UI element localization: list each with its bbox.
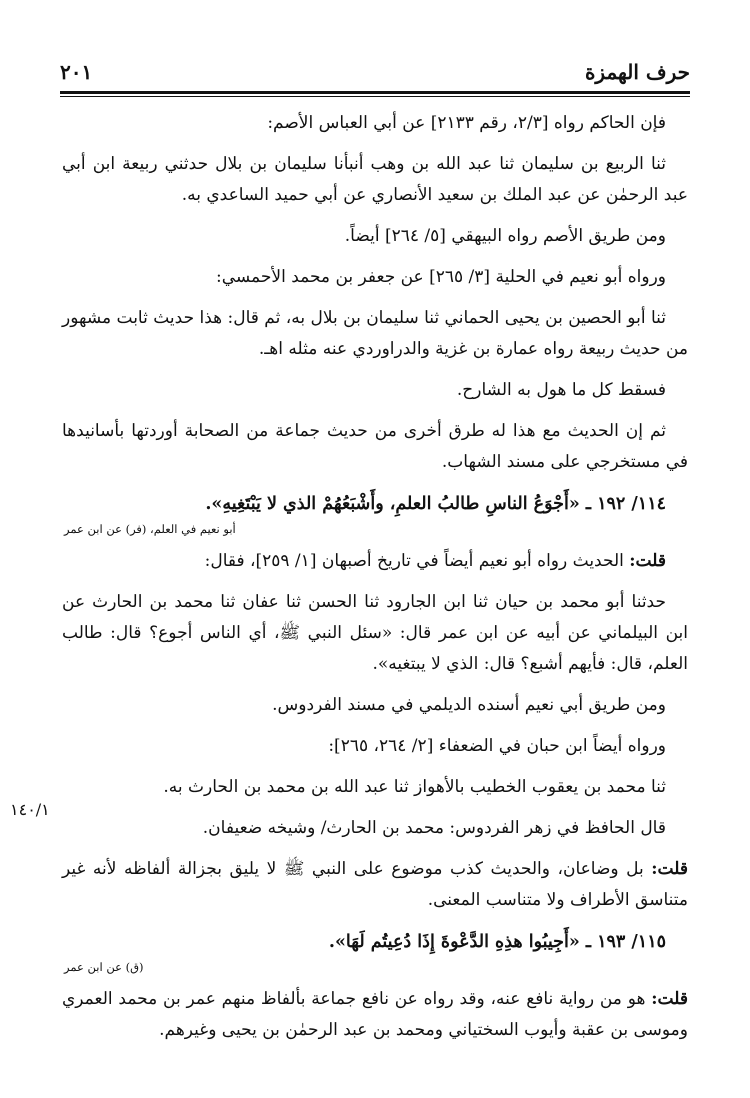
paragraph: ثنا الربيع بن سليمان ثنا عبد الله بن وهب أنبأنا سليمان بن بلال حدثني ربيعة ابن أبي عبد الرحمٰن عن عبد الملك بن سعيد الأنصاري عن أبي حميد الساعدي به. — [62, 154, 688, 205]
paragraph-text: هو من رواية نافع عنه، وقد رواه عن نافع جماعة بألفاظ منهم عمر بن محمد العمري وموسى بن عقبة وأيوب السختياني ومحمد بن عبد الرحمٰن بن يحيى وغيرهم. — [62, 989, 688, 1040]
paragraph: ورواه أبو نعيم في الحلية [٣/ ٢٦٥] عن جعفر بن محمد الأحمسي: — [215, 267, 666, 287]
hadith-heading: ١١٥/ ١٩٣ ـ «أَجِيبُوا هذِهِ الدَّعْوةَ إِذَا دُعِيتُم لَهَا». — [328, 932, 666, 952]
qult-label: قلت: — [651, 859, 688, 879]
qult-label: قلت: — [651, 989, 688, 1009]
paragraph: فسقط كل ما هول به الشارح. — [456, 380, 666, 400]
margin-note: ١٤٠/١ — [10, 800, 50, 819]
page-body — [62, 108, 688, 1056]
paragraph-text: بل وضاعان، والحديث كذب موضوع على النبي ﷺ لا يليق بجزالة ألفاظه لأنه غير متناسق الأطراف ولا متناسب المعنى. — [62, 859, 688, 910]
paragraph: فإن الحاكم رواه [٢/٣، رقم ٢١٣٣] عن أبي العباس الأصم: — [267, 113, 666, 133]
hadith-heading: ١١٤/ ١٩٢ ـ «أَجْوَعُ الناسِ طالبُ العلمِ، وأَشْبَعُهُمْ الذي لا يَبْتَغِيهِ». — [205, 494, 666, 514]
paragraph: حدثنا أبو محمد بن حيان ثنا ابن الجارود ثنا الحسن ثنا عفان ثنا محمد بن الحارث عن ابن البيلماني عن أبيه عن ابن عمر قال: «سئل النبي ﷺ، أي الناس أجوع؟ قال: طالب العلم، قال: فأيهم أشبع؟ قال: الذي لا يبتغيه». — [62, 592, 688, 674]
paragraph: قال الحافظ في زهر الفردوس: محمد بن الحارث/ وشيخه ضعيفان. — [202, 818, 666, 838]
paragraph: ورواه أيضاً ابن حبان في الضعفاء [٢/ ٢٦٤، ٢٦٥]: — [328, 736, 666, 756]
page-number: ٢٠١ — [60, 60, 93, 84]
paragraph: ثنا محمد بن يعقوب الخطيب بالأهواز ثنا عبد الله بن محمد بن الحارث به. — [163, 777, 666, 797]
paragraph — [62, 854, 688, 916]
header-rule-thin — [60, 96, 690, 97]
paragraph: ثم إن الحديث مع هذا له طرق أخرى من حديث جماعة من الصحابة أوردتها بأسانيدها في مستخرجي على مسند الشهاب. — [62, 421, 688, 472]
header-rule-thick — [60, 91, 690, 94]
qult-label: قلت: — [629, 551, 666, 571]
paragraph — [62, 984, 688, 1046]
hadith-source: (ق) عن ابن عمر — [64, 960, 144, 974]
paragraph — [62, 546, 688, 577]
paragraph: ثنا أبو الحصين بن يحيى الحماني ثنا سليمان بن بلال به، ثم قال: هذا حديث ثابت مشهور من حديث ربيعة رواه عمارة بن غزية والدراوردي عنه مثله اهـ. — [62, 308, 688, 359]
paragraph: ومن طريق الأصم رواه البيهقي [٥/ ٢٦٤] أيضاً. — [344, 226, 666, 246]
paragraph: ومن طريق أبي نعيم أسنده الديلمي في مسند الفردوس. — [272, 695, 666, 715]
page-header — [60, 60, 690, 88]
paragraph-text: الحديث رواه أبو نعيم أيضاً في تاريخ أصبهان [١/ ٢٥٩]، فقال: — [204, 551, 630, 571]
hadith-source: أبو نعيم في العلم، (فر) عن ابن عمر — [64, 522, 236, 536]
chapter-title: حرف الهمزة — [584, 60, 690, 84]
